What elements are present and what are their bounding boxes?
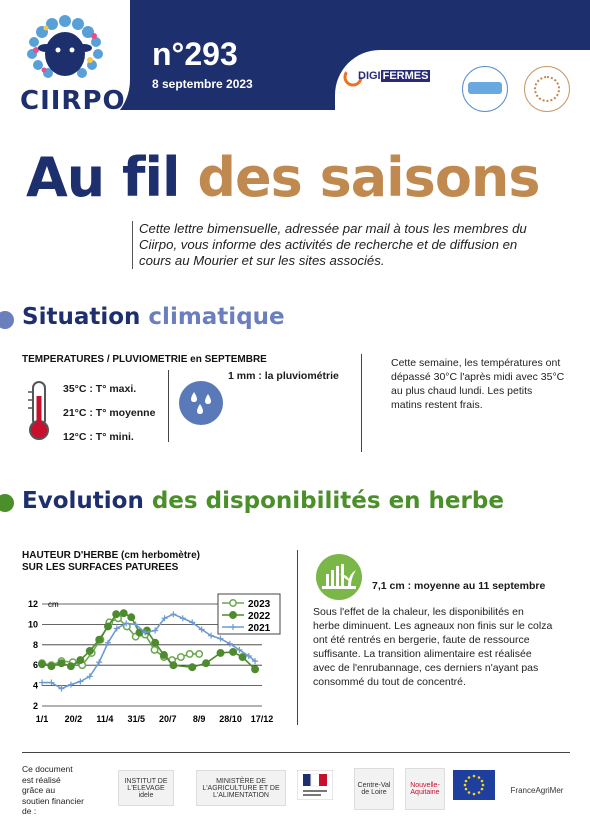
chart-point bbox=[39, 680, 45, 686]
chart-x-tick-label: 11/4 bbox=[96, 714, 114, 724]
grass-height-chart bbox=[22, 590, 290, 730]
climate-divider bbox=[168, 370, 169, 442]
intro-paragraph: Cette lettre bimensuelle, adressée par mail à tous les membres du Ciirpo, vous informe des activités de recherche et de diffusion en cours au Mourier et sur les sites associés. bbox=[132, 221, 552, 269]
chart-point bbox=[187, 651, 193, 657]
chart-point bbox=[77, 657, 83, 663]
chart-point bbox=[39, 661, 45, 667]
digifermes-text-a: DIGI bbox=[358, 70, 381, 82]
chart-x-tick-label: 28/10 bbox=[219, 714, 242, 724]
grass-heading-part-2: des disponibilités en herbe bbox=[151, 488, 504, 514]
thermometer-icon bbox=[24, 380, 54, 442]
grass-divider bbox=[297, 550, 298, 725]
rain-drops-icon bbox=[178, 380, 224, 426]
grass-heading-part-1: Evolution bbox=[22, 488, 144, 514]
chart-legend-label: 2022 bbox=[248, 611, 271, 622]
footer-divider bbox=[22, 752, 570, 753]
partner-ferme-logo bbox=[462, 66, 508, 112]
section-grass-heading bbox=[22, 488, 504, 514]
issue-date: 8 septembre 2023 bbox=[152, 77, 253, 91]
chart-title-1: HAUTEUR D'HERBE (cm herbomètre) bbox=[22, 550, 200, 561]
chart-point bbox=[203, 660, 209, 666]
chart-y-unit-label: cm bbox=[48, 600, 59, 609]
chart-point bbox=[218, 636, 224, 642]
climate-heading-part-1: Situation bbox=[22, 304, 141, 330]
chart-y-tick-label: 10 bbox=[27, 619, 38, 630]
footer-logo-idele: INSTITUT DE L'ELEVAGE idele bbox=[118, 770, 174, 806]
footer-logo-franceagrimer: FranceAgriMer bbox=[506, 775, 568, 805]
chart-point bbox=[77, 679, 83, 685]
title-part-2: des saisons bbox=[197, 146, 540, 209]
sheep-logo-icon bbox=[22, 12, 108, 82]
chart-point bbox=[196, 651, 202, 657]
chart-point bbox=[170, 662, 176, 668]
footer-logo-centre-val-de-loire: Centre-Val de Loire bbox=[354, 768, 394, 810]
chart-point bbox=[48, 663, 54, 669]
grass-comment: Sous l'effet de la chaleur, les disponibilités en herbe diminuent. Les agneaux non finis sur le colza ont été rentrés en bergerie, faute de ressource suffisante. La transition alimentaire est réalisée avec de l'enrubannage, ces derniers n'ayant pas consommé du tout de concentré. bbox=[313, 606, 553, 688]
chart-point bbox=[113, 611, 119, 617]
chart-point bbox=[128, 614, 134, 620]
chart-y-tick-label: 6 bbox=[32, 660, 38, 671]
chart-point bbox=[217, 650, 223, 656]
chart-point bbox=[58, 660, 64, 666]
chart-point bbox=[68, 663, 74, 669]
chart-legend-label: 2021 bbox=[248, 623, 271, 634]
temp-min: 12°C : T° mini. bbox=[63, 431, 134, 443]
digifermes-text-b: FERMES bbox=[382, 70, 429, 82]
section-climate-heading bbox=[22, 304, 285, 330]
chart-point bbox=[230, 612, 236, 618]
grass-average: 7,1 cm : moyenne au 11 septembre bbox=[372, 580, 546, 592]
chart-y-tick-label: 2 bbox=[32, 701, 38, 711]
chart-point bbox=[161, 652, 167, 658]
chart-point bbox=[189, 664, 195, 670]
chart-point bbox=[151, 647, 157, 653]
climate-divider-2 bbox=[361, 354, 362, 452]
chart-y-tick-label: 12 bbox=[27, 599, 38, 609]
chart-point bbox=[178, 654, 184, 660]
chart-point bbox=[230, 649, 236, 655]
chart-x-tick-label: 8/9 bbox=[192, 714, 206, 724]
chart-point bbox=[96, 637, 102, 643]
chart-point bbox=[152, 640, 158, 646]
chart-point bbox=[68, 682, 74, 688]
footer-logo-nouvelle-aquitaine: Nouvelle-Aquitaine bbox=[405, 768, 445, 810]
section-dot-icon bbox=[0, 311, 14, 329]
footer-funding-text: Ce document est réalisé grâce au soutien financier de : bbox=[22, 764, 84, 816]
climate-subtitle: TEMPERATURES / PLUVIOMETRIE en SEPTEMBRE bbox=[22, 354, 267, 365]
chart-point bbox=[121, 610, 127, 616]
chart-title-2: SUR LES SURFACES PATUREES bbox=[22, 562, 179, 573]
chart-legend-label: 2023 bbox=[248, 599, 271, 610]
footer-logo-eu-flag-icon bbox=[453, 770, 495, 800]
chart-y-tick-label: 8 bbox=[32, 639, 38, 650]
chart-x-tick-label: 20/7 bbox=[158, 714, 177, 724]
chart-point bbox=[105, 623, 111, 629]
chart-point bbox=[180, 615, 186, 621]
chart-point bbox=[87, 648, 93, 654]
chart-x-tick-label: 1/1 bbox=[35, 714, 49, 724]
issue-number: n°293 bbox=[152, 36, 238, 72]
footer-logo-republique-icon bbox=[297, 770, 333, 800]
org-name: CIIRPO bbox=[20, 86, 126, 116]
partner-seal-logo bbox=[524, 66, 570, 112]
title-part-1: Au fil bbox=[26, 146, 180, 209]
chart-x-tick-label: 20/2 bbox=[64, 714, 83, 724]
rain-value: 1 mm : la pluviométrie bbox=[228, 370, 339, 382]
chart-x-tick-label: 31/5 bbox=[127, 714, 146, 724]
chart-series-line-2023 bbox=[42, 618, 199, 665]
climate-comment: Cette semaine, les températures ont dépassé 30°C l'après midi avec 35°C au plus chaud lundi. Les petits matins restent frais. bbox=[391, 357, 565, 411]
section-dot-icon bbox=[0, 494, 14, 512]
temp-mean: 21°C : T° moyenne bbox=[63, 407, 156, 419]
chart-point bbox=[252, 666, 258, 672]
chart-y-tick-label: 4 bbox=[32, 680, 38, 691]
chart-point bbox=[239, 654, 245, 660]
partner-digifermes-logo bbox=[358, 70, 430, 82]
temp-max: 35°C : T° maxi. bbox=[63, 383, 137, 395]
chart-x-tick-label: 17/12 bbox=[250, 714, 274, 724]
chart-point bbox=[170, 611, 176, 617]
newsletter-title bbox=[26, 146, 540, 209]
climate-heading-part-2: climatique bbox=[148, 304, 285, 330]
grass-growth-icon bbox=[315, 553, 363, 601]
chart-point bbox=[230, 600, 236, 606]
footer-logo-ministere: MINISTÈRE DE L'AGRICULTURE ET DE L'ALIMENTATION bbox=[196, 770, 286, 806]
